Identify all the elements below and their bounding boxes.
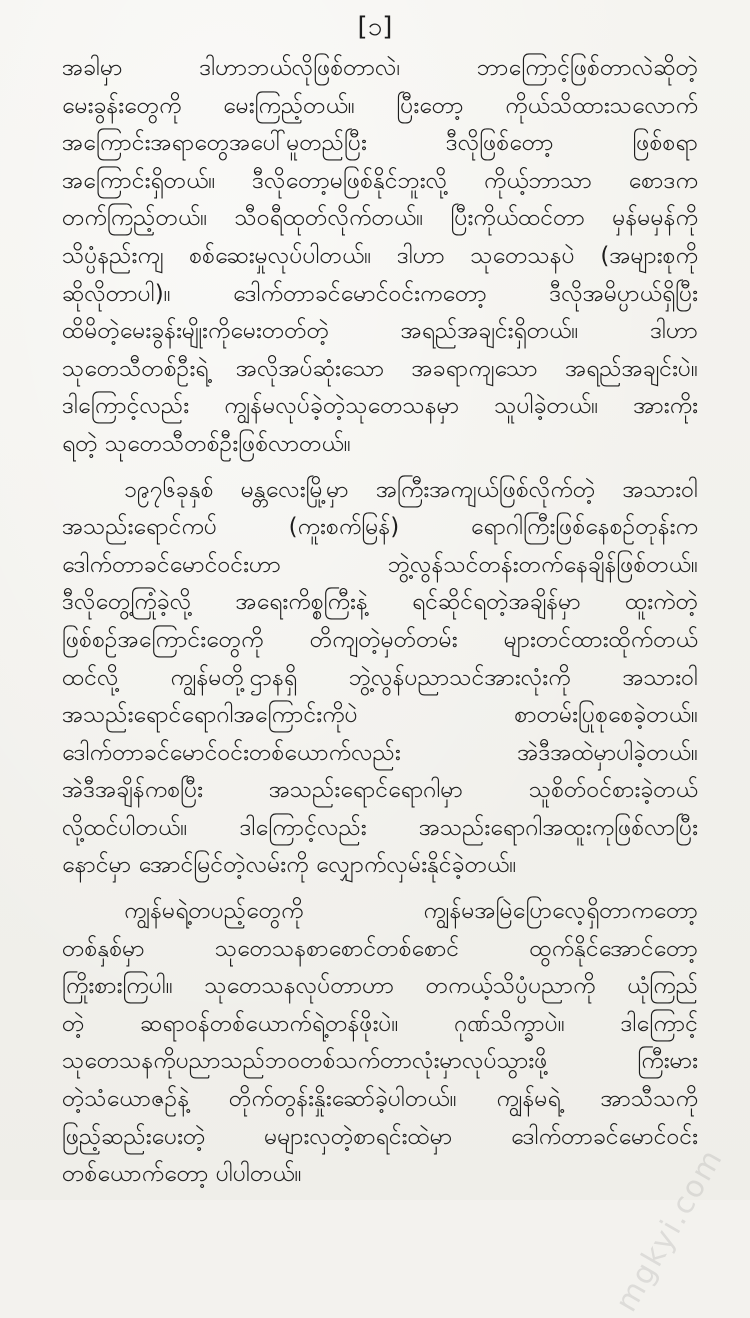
text-line: တဲ့သံယောဇဉ်နဲ့ တိုက်တွန်းနှိုးဆော်ခဲ့ပါတယ်။ ကျွန်မရဲ့ အာသီသကို [62,1086,698,1113]
text-line: လို့ထင်ပါတယ်။ ဒါကြောင့်လည်း အသည်းရောဂါအထူးကုဖြစ်လာပြီး [62,814,698,841]
text-line: အကြောင်းအရာတွေအပေါ်မူတည်ပြီး ဒီလိုဖြစ်တော့ ဖြစ်စရာ [62,130,698,157]
text-line: သုတေသနကိုပညာသည်ဘဝတစ်သက်တာလုံးမှာလုပ်သွားဖို့ ကြီးမား [62,1048,698,1075]
text-line: ဒေါက်တာခင်မောင်ဝင်းတစ်ယောက်လည်း အဲဒီအထဲမှာပါခဲ့တယ်။ [62,739,698,766]
text-line: ထိမိတဲ့မေးခွန်းမျိုးကိုမေးတတ်တဲ့ အရည်အချင်းရှိတယ်။ ဒါဟာ [62,318,698,345]
text-line: တဲ့ ဆရာဝန်တစ်ယောက်ရဲ့တန်ဖိုးပဲ။ ဂုဏ်သိက္ခာပဲ။ ဒါကြောင့် [62,1010,698,1037]
paragraph [62,893,698,1194]
paragraph [62,50,698,464]
text-line: ဆိုလိုတာပါ)။ ဒေါက်တာခင်မောင်ဝင်းကတော့ ဒီလိုအမိပ္ပာယ်ရှိပြီး [62,280,698,307]
watermark: mgkyi.com [608,1142,730,1318]
page-number: [၁] [357,12,393,42]
text-line: တစ်ယောက်တော့ ပါပါတယ်။ [62,1161,302,1188]
text-line: ဖြည့်ဆည်းပေးတဲ့ မများလှတဲ့စာရင်းထဲမှာ ဒေါက်တာခင်မောင်ဝင်း [62,1123,698,1150]
text-line: ရတဲ့ သုတေသီတစ်ဦးဖြစ်လာတယ်။ [62,430,351,457]
text-line: အဲဒီအချိန်ကစပြီး အသည်းရောင်ရောဂါမှာ သူစိတ်ဝင်စားခဲ့တယ် [62,777,698,804]
text-body [62,50,698,1194]
text-line: အခါမှာ ဒါဟာဘယ်လိုဖြစ်တာလဲ၊ ဘာကြောင့်ဖြစ်တာလဲဆိုတဲ့ [62,55,698,81]
text-line: ထင်လို့ ကျွန်မတို့ဌာနရှိ ဘွဲ့လွန်ပညာသင်အားလုံးကို အသားဝါ [62,664,698,691]
text-line: အသည်းရောင်ရောဂါအကြောင်းကိုပဲ စာတမ်းပြုစုစေခဲ့တယ်။ [62,702,698,729]
paragraph [62,472,698,886]
text-line: သုတေသီတစ်ဦးရဲ့ အလိုအပ်ဆုံးသော အခရာကျသော အရည်အချင်းပဲ။ [62,355,698,382]
text-line: ဖြစ်စဉ်အကြောင်းတွေကို တိကျတဲ့မှတ်တမ်း များတင်ထားထိုက်တယ် [62,626,698,653]
text-line: ကြိုးစားကြပါ။ သုတေသနလုပ်တာဟာ တကယ့်သိပ္ပံပညာကို ယုံကြည် [62,973,698,1000]
text-line: တက်ကြည့်တယ်။ သီဝရီထုတ်လိုက်တယ်။ ပြီးကိုယ်ထင်တာ မှန်မမှန်ကို [62,205,698,232]
text-line: အကြောင်းရှိတယ်။ ဒီလိုတော့မဖြစ်နိုင်ဘူးလို့ ကိုယ့်ဘာသာ စောဒက [62,167,698,194]
text-line: နောင်မှာ အောင်မြင်တဲ့လမ်းကို လျှောက်လှမ်းနိုင်ခဲ့တယ်။ [62,852,517,879]
text-line: သိပ္ပံနည်းကျ စစ်ဆေးမှုလုပ်ပါတယ်။ ဒါဟာ သုတေသနပဲ (အများစုကို [62,242,698,269]
text-line: တစ်နှစ်မှာ သုတေသနစာစောင်တစ်စောင် ထွက်နိုင်အောင်တော့ [62,935,698,962]
text-line: ဒေါက်တာခင်မောင်ဝင်းဟာ ဘွဲ့လွန်သင်တန်းတက်နေချိန်ဖြစ်တယ်။ [62,551,698,578]
text-line: ဒါကြောင့်လည်း ကျွန်မလုပ်ခဲ့တဲ့သုတေသနမှာ သူပါခဲ့တယ်။ အားကိုး [62,393,698,420]
text-line: ၁၉၇၆ခုနှစ် မန္တလေးမြို့မှာ အကြီးအကျယ်ဖြစ်လိုက်တဲ့ အသားဝါ [124,476,698,503]
text-line: မေးခွန်းတွေကို မေးကြည့်တယ်။ ပြီးတော့ ကိုယ်သိထားသလောက် [62,92,698,119]
text-line: အသည်းရောင်ကပ် (ကူးစက်မြန်) ရောဂါကြီးဖြစ်နေစဉ်တုန်းက [62,514,698,541]
text-line: ကျွန်မရဲ့တပည့်တွေကို ကျွန်မအမြဲပြောလေ့ရှိတာကတော့ [124,898,698,925]
text-line: ဒီလိုတွေ့ကြုံခဲ့လို့ အရေးကိစ္စကြီးနဲ့ ရင်ဆိုင်ရတဲ့အချိန်မှာ ထူးကဲတဲ့ [62,589,698,616]
